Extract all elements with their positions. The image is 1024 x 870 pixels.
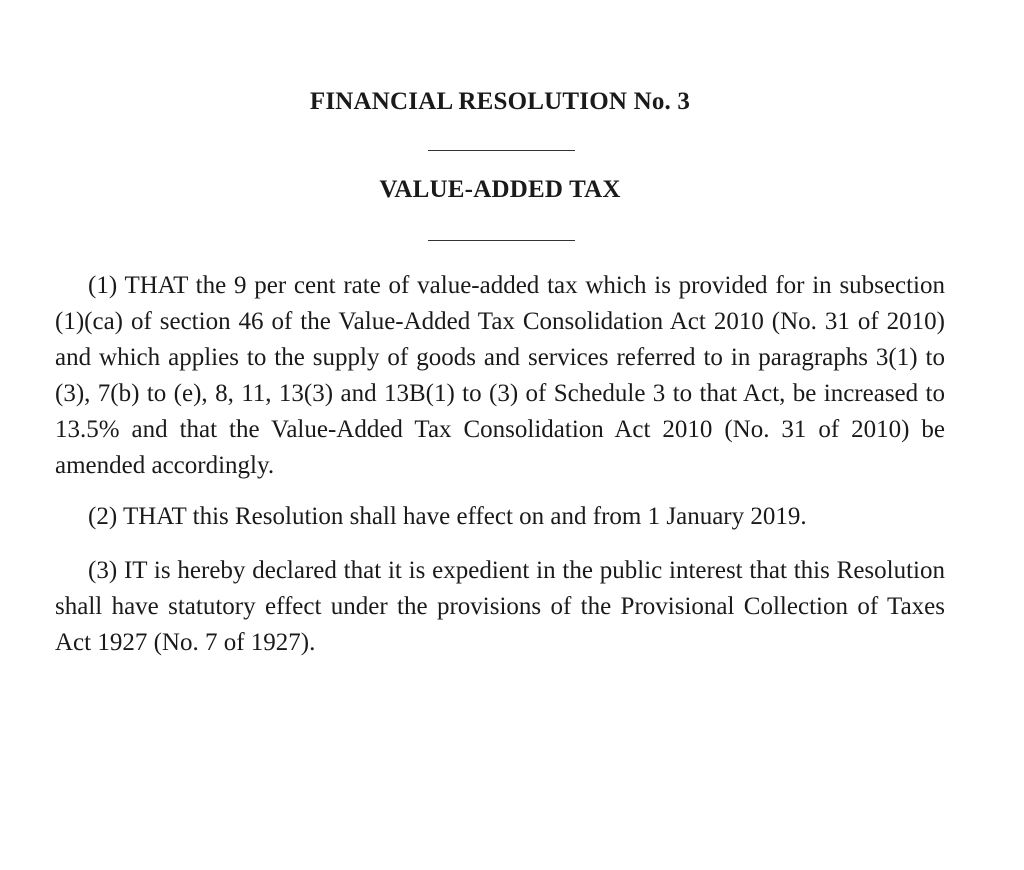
- resolution-body: [55, 268, 945, 661]
- subtitle-divider: [428, 240, 575, 241]
- resolution-paragraph-3: (3) IT is hereby declared that it is expedient in the public interest that this Resolution shall have statutory effect under the provisions of the Provisional Collection of Taxes Act 1927 (No. 7 of 1927).: [55, 557, 945, 656]
- resolution-paragraph-1: (1) THAT the 9 per cent rate of value-added tax which is provided for in subsection (1)(ca) of section 46 of the Value-Added Tax Consolidation Act 2010 (No. 31 of 2010) and which applies to the supply of goods and services referred to in paragraphs 3(1) to (3), 7(b) to (e), 8, 11, 13(3) and 13B(1) to (3) of Schedule 3 to that Act, be increased to 13.5% and that the Value-Added Tax Consolidation Act 2010 (No. 31 of 2010) be amended accordingly.: [55, 272, 945, 479]
- resolution-paragraph-2: (2) THAT this Resolution shall have effect on and from 1 January 2019.: [88, 503, 807, 530]
- title-divider: [428, 150, 575, 151]
- document-subtitle: VALUE-ADDED TAX: [379, 176, 621, 203]
- document-title: FINANCIAL RESOLUTION No. 3: [309, 88, 691, 115]
